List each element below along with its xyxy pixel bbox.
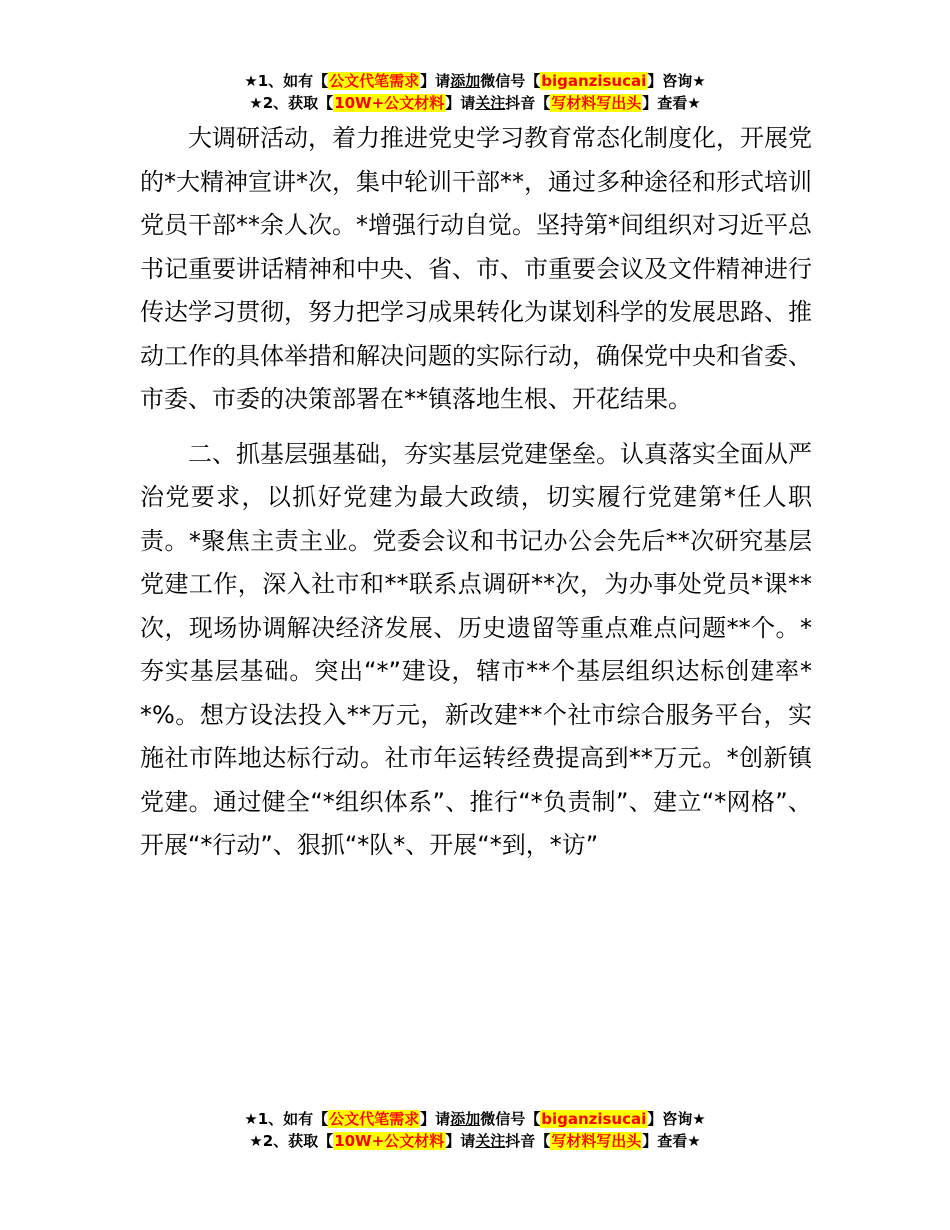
banner-text: 】查看★ xyxy=(642,94,701,112)
banner-line-1 xyxy=(0,1108,950,1130)
banner-highlight: 写材料写出头 xyxy=(551,94,642,112)
banner-highlight: biganzisucai xyxy=(541,72,647,90)
banner-text: 微信号【 xyxy=(480,72,541,90)
banner-text: 】请 xyxy=(420,1110,451,1128)
banner-highlight: 公文代笔需求 xyxy=(329,72,420,90)
banner-text: ★1、如有【 xyxy=(244,72,329,90)
banner-underlined-text: 添加 xyxy=(450,1110,481,1128)
banner-underlined-text: 关注 xyxy=(475,94,506,112)
banner-text: ★2、获取【 xyxy=(249,94,334,112)
banner-highlight: 10W+公文材料 xyxy=(334,94,445,112)
banner-text: 抖音【 xyxy=(505,1132,551,1150)
paragraph-2: 二、抓基层强基础，夯实基层党建堡垒。认真落实全面从严治党要求，以抓好党建为最大政绩，切实履行党建第*任人职责。*聚焦主责主业。党委会议和书记办公会先后**次研究基层党建工作，深入社市和**联系点调研**次，为办事处党员*课**次，现场协调解决经济发展、历史遗留等重点难点问题**个。*夯实基层基础。突出“*”建设，辖市**个基层组织达标创建率**%。想方设法投入**万元，新改建**个社市综合服务平台，实施社市阵地达标行动。社市年运转经费提高到**万元。*创新镇党建。通过健全“*组织体系”、推行“*负责制”、建立“*网格”、开展“*行动”、狠抓“*队*、开展“*到，*访” xyxy=(140,439,812,859)
document-body xyxy=(140,117,812,868)
banner-underlined-text: 添加 xyxy=(450,72,481,90)
banner-underlined-text: 关注 xyxy=(475,1132,506,1150)
banner-highlight: 公文代笔需求 xyxy=(329,1110,420,1128)
banner-line-2 xyxy=(0,1130,950,1152)
banner-text: 】请 xyxy=(420,72,451,90)
banner-text: 】请 xyxy=(445,1132,476,1150)
banner-text: ★1、如有【 xyxy=(244,1110,329,1128)
banner-text: 】查看★ xyxy=(642,1132,701,1150)
paragraph-1: 大调研活动，着力推进党史学习教育常态化制度化，开展党的*大精神宣讲*次，集中轮训干部**，通过多种途径和形式培训党员干部**余人次。*增强行动自觉。坚持第*间组织对习近平总书记重要讲话精神和中央、省、市、市重要会议及文件精神进行传达学习贯彻，努力把学习成果转化为谋划科学的发展思路、推动工作的具体举措和解决问题的实际行动，确保党中央和省委、市委、市委的决策部署在**镇落地生根、开花结果。 xyxy=(140,124,812,413)
banner-text: 】咨询★ xyxy=(647,72,706,90)
banner-text: 抖音【 xyxy=(505,94,551,112)
banner-text: ★2、获取【 xyxy=(249,1132,334,1150)
banner-highlight: 写材料写出头 xyxy=(551,1132,642,1150)
banner-highlight: biganzisucai xyxy=(541,1110,647,1128)
banner-text: 】请 xyxy=(445,94,476,112)
header-banner xyxy=(0,70,950,114)
banner-highlight: 10W+公文材料 xyxy=(334,1132,445,1150)
banner-text: 】咨询★ xyxy=(647,1110,706,1128)
footer-banner xyxy=(0,1108,950,1152)
banner-line-1 xyxy=(0,70,950,92)
banner-text: 微信号【 xyxy=(480,1110,541,1128)
banner-line-2 xyxy=(0,92,950,114)
